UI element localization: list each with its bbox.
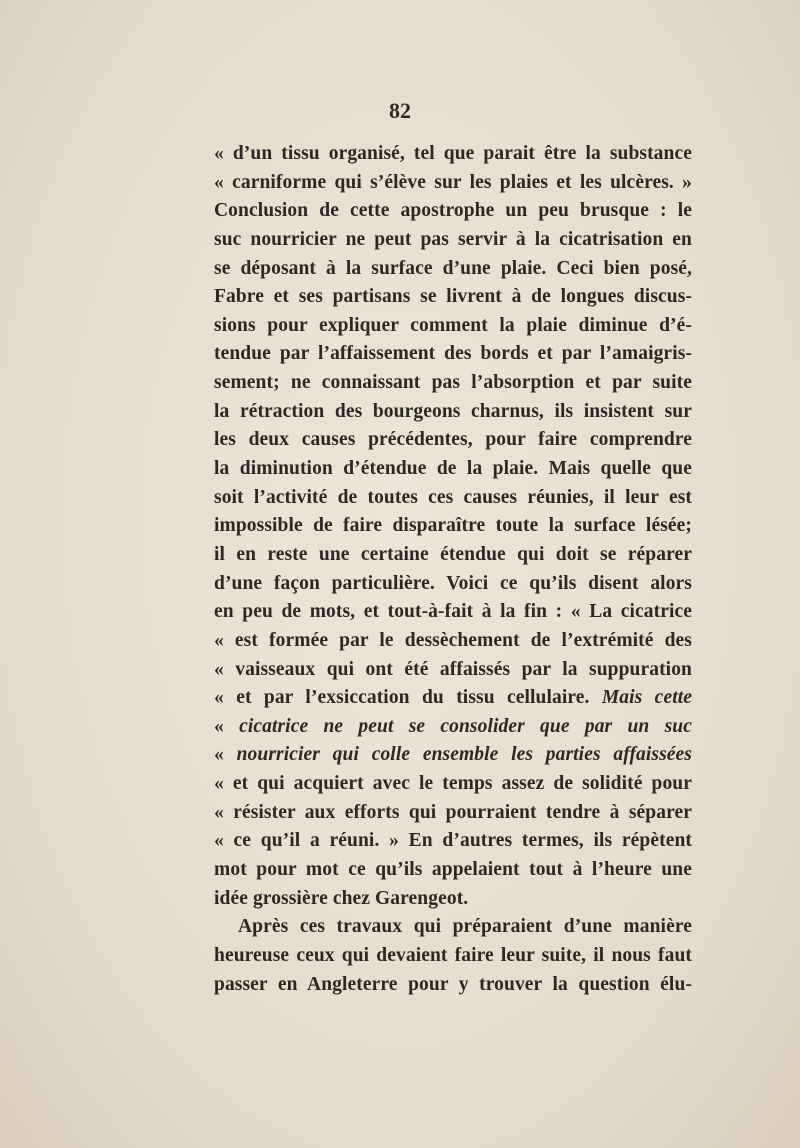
text-line xyxy=(214,255,692,284)
text-segment: « carniforme qui s’élève sur les plaies et les ulcères. » xyxy=(214,171,692,193)
text-line xyxy=(214,484,692,513)
text-segment: « et qui acquiert avec le temps assez de solidité pour xyxy=(214,773,692,795)
text-line xyxy=(214,169,692,198)
text-line xyxy=(214,913,692,942)
text-line xyxy=(214,684,692,713)
text-line xyxy=(214,426,692,455)
text-segment: heureuse ceux qui devaient faire leur suite, il nous faut xyxy=(214,944,692,966)
text-segment: sions pour expliquer comment la plaie diminue d’é- xyxy=(214,314,692,336)
text-segment: Fabre et ses partisans se livrent à de longues discus- xyxy=(214,286,692,308)
text-segment: la diminution d’étendue de la plaie. Mais quelle que xyxy=(214,458,692,480)
text-segment: « résister aux efforts qui pourraient tendre à séparer xyxy=(214,801,692,823)
text-line xyxy=(214,598,692,627)
text-segment: « d’un tissu organisé, tel que parait être la substance xyxy=(214,143,692,164)
text-line xyxy=(214,541,692,570)
text-segment: soit l’activité de toutes ces causes réunies, il leur est xyxy=(214,486,692,508)
text-line xyxy=(214,770,692,799)
text-segment: « vaisseaux qui ont été affaissés par la suppuration xyxy=(214,658,692,680)
text-segment: tendue par l’affaissement des bords et par l’amaigris- xyxy=(214,343,692,365)
text-line xyxy=(214,827,692,856)
text-line xyxy=(214,512,692,541)
text-line xyxy=(214,455,692,484)
italic-text: nourricier qui colle ensemble les parties affaissées xyxy=(236,744,692,766)
text-line xyxy=(214,369,692,398)
text-segment: sement; ne connaissant pas l’absorption et par suite xyxy=(214,372,692,394)
text-line xyxy=(214,140,692,169)
text-segment: d’une façon particulière. Voici ce qu’ils disent alors xyxy=(214,572,692,594)
text-line xyxy=(214,226,692,255)
italic-text: Mais cette xyxy=(601,687,692,709)
text-line xyxy=(214,713,692,742)
text-line xyxy=(214,741,692,770)
text-line xyxy=(214,312,692,341)
text-segment: « xyxy=(214,715,240,737)
text-line xyxy=(214,340,692,369)
text-segment: Conclusion de cette apostrophe un peu brusque : le xyxy=(214,200,692,222)
text-segment: « est formée par le dessèchement de l’extrémité des xyxy=(214,629,692,651)
text-line xyxy=(214,197,692,226)
text-segment: impossible de faire disparaître toute la surface lésée; xyxy=(214,515,692,537)
text-segment: « ce qu’il a réuni. » En d’autres termes, ils répètent xyxy=(214,830,692,852)
text-segment: passer en Angleterre pour y trouver la question élu- xyxy=(214,973,692,995)
text-segment: suc nourricier ne peut pas servir à la cicatrisation en xyxy=(214,228,692,250)
text-line xyxy=(214,656,692,685)
text-segment: Après ces travaux qui préparaient d’une manière xyxy=(238,916,692,938)
text-line xyxy=(214,971,692,1000)
text-segment: idée grossière chez Garengeot. xyxy=(214,887,469,909)
page-number: 82 xyxy=(389,98,411,123)
text-segment: en peu de mots, et tout-à-fait à la fin : « La cicatrice xyxy=(214,601,692,623)
text-segment: les deux causes précédentes, pour faire comprendre xyxy=(214,429,692,451)
text-line xyxy=(214,627,692,656)
text-segment: « et par l’exsiccation du tissu cellulaire. xyxy=(214,687,602,709)
text-segment: mot pour mot ce qu’ils appelaient tout à l’heure une xyxy=(214,859,692,881)
text-line xyxy=(214,799,692,828)
body-text xyxy=(214,140,692,999)
text-line xyxy=(214,885,692,914)
text-line xyxy=(214,283,692,312)
text-line xyxy=(214,942,692,971)
text-segment: la rétraction des bourgeons charnus, ils insistent sur xyxy=(214,400,692,422)
text-segment: il en reste une certaine étendue qui doit se réparer xyxy=(214,543,692,565)
text-line xyxy=(214,856,692,885)
text-segment: se déposant à la surface d’une plaie. Ceci bien posé, xyxy=(214,257,692,279)
text-line xyxy=(214,570,692,599)
text-line xyxy=(214,398,692,427)
text-segment: « xyxy=(214,744,237,766)
italic-text: cicatrice ne peut se consolider que par un suc xyxy=(239,715,692,737)
